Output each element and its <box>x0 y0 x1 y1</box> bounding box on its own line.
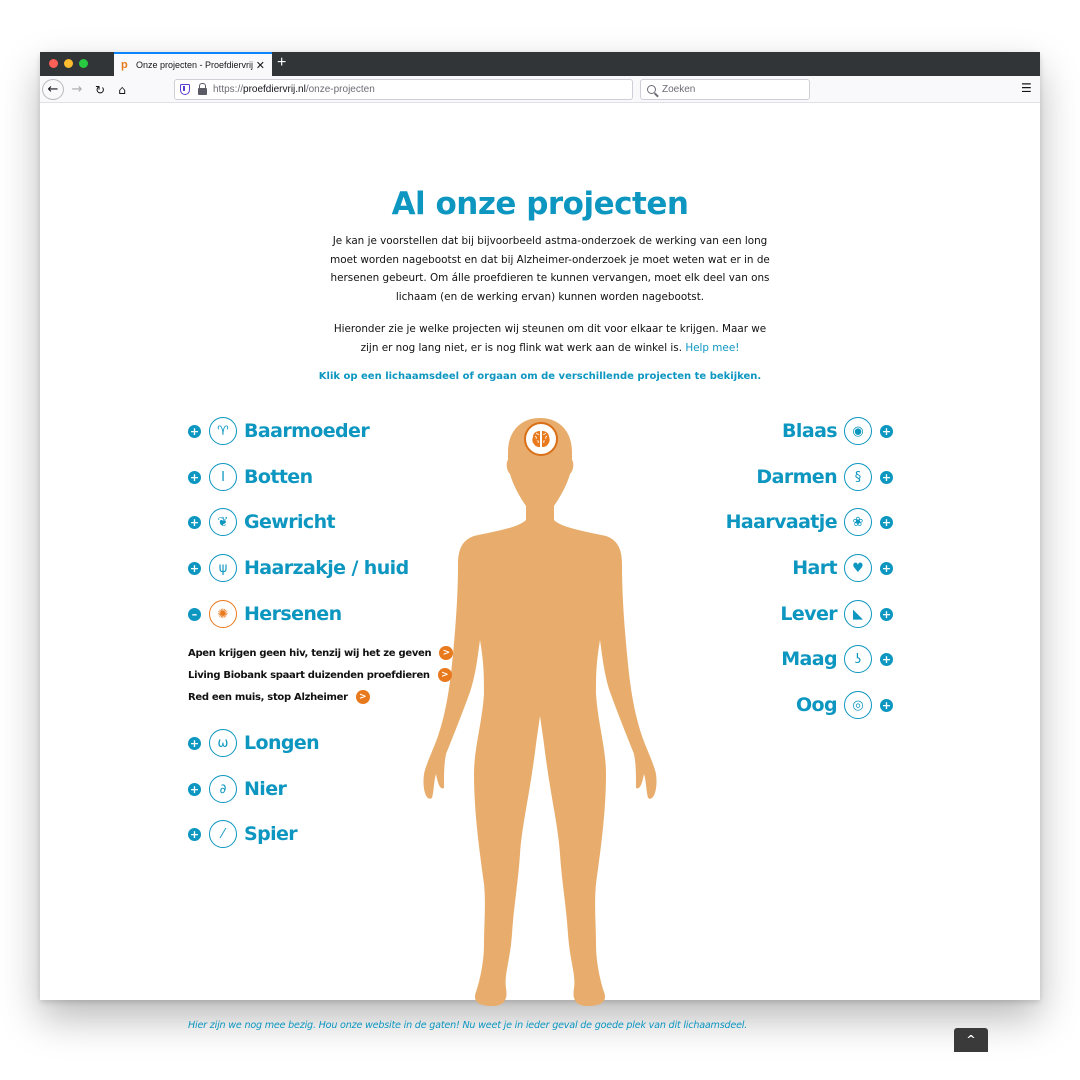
organ-label[interactable]: Hart <box>792 557 837 579</box>
organ-label[interactable]: Lever <box>780 603 837 625</box>
organ-haarvaatje[interactable] <box>726 507 893 537</box>
organ-haarzakje-huid[interactable] <box>188 553 409 583</box>
organ-hart[interactable] <box>792 553 893 583</box>
expand-icon[interactable]: + <box>881 652 892 666</box>
project-title[interactable]: Living Biobank spaart duizenden proefdieren <box>188 669 430 681</box>
organ-gewricht[interactable] <box>188 507 335 537</box>
arrow-right-icon[interactable]: > <box>356 690 370 704</box>
project-link[interactable] <box>188 664 453 686</box>
organ-label[interactable]: Hersenen <box>244 603 342 625</box>
favicon-icon: p <box>121 59 128 71</box>
project-title[interactable]: Apen krijgen geen hiv, tenzij wij het ze geven <box>188 647 432 659</box>
brain-projects-list <box>188 642 453 708</box>
page-title: Al onze projecten <box>391 186 689 222</box>
expand-icon[interactable]: + <box>881 698 892 712</box>
organ-spier[interactable] <box>188 819 297 849</box>
close-window-button[interactable] <box>49 59 58 68</box>
joint-icon: ❦ <box>209 508 237 536</box>
collapse-icon[interactable]: – <box>188 608 201 621</box>
minimize-window-button[interactable] <box>64 59 73 68</box>
organ-label[interactable]: Blaas <box>782 420 837 442</box>
url-prefix: https:// <box>213 84 244 95</box>
expand-icon[interactable]: + <box>189 515 200 529</box>
page-content <box>40 104 1040 1046</box>
navigation-bar <box>40 76 1040 103</box>
forward-button[interactable]: → <box>71 82 83 97</box>
lock-icon[interactable] <box>198 88 207 95</box>
tracking-protection-shield-icon[interactable] <box>180 84 190 95</box>
brain-icon: ✺ <box>209 600 237 628</box>
search-placeholder: Zoeken <box>662 84 696 95</box>
organ-label[interactable]: Gewricht <box>244 511 335 533</box>
project-link[interactable] <box>188 642 453 664</box>
organ-longen[interactable] <box>188 728 319 758</box>
bladder-icon: ◉ <box>844 417 872 445</box>
intro-paragraph-1: Je kan je voorstellen dat bij bijvoorbeeld astma-onderzoek de werking van een long moet worden nagebootst en dat bij Alzheimer-onderzoek je moet weten wat er in de hersenen gebeurt. Om álle proefdieren te kunnen vervangen, moet elk deel van ons lichaam (en de werking ervan) kunnen worden nagebootst. <box>330 235 770 303</box>
organ-label[interactable]: Haarvaatje <box>725 511 837 533</box>
organ-label[interactable]: Botten <box>244 466 313 488</box>
brain-hotspot[interactable] <box>524 422 558 456</box>
organ-baarmoeder[interactable] <box>188 416 369 446</box>
organ-label[interactable]: Longen <box>244 732 320 754</box>
help-link[interactable]: Help mee! <box>685 341 740 354</box>
organ-blaas[interactable] <box>782 416 893 446</box>
expand-icon[interactable]: + <box>881 424 892 438</box>
human-body-figure[interactable] <box>422 414 658 1018</box>
heart-icon: ♥ <box>844 554 872 582</box>
expand-icon[interactable]: + <box>189 470 200 484</box>
capillary-icon: ❀ <box>844 508 872 536</box>
tab-title: Onze projecten - Proefdiervrij <box>136 60 254 70</box>
organ-maag[interactable] <box>781 644 893 674</box>
close-tab-icon[interactable]: ✕ <box>255 59 265 72</box>
scroll-to-top-button[interactable]: ^ <box>954 1028 988 1052</box>
expand-icon[interactable]: + <box>189 827 200 841</box>
expand-icon[interactable]: + <box>881 470 892 484</box>
organ-botten[interactable] <box>188 462 313 492</box>
tab-onze-projecten[interactable] <box>114 52 272 76</box>
brain-icon <box>530 428 552 450</box>
intro-paragraph-2 <box>330 320 770 357</box>
intro-text: Hieronder zie je welke projecten wij steunen om dit voor elkaar te krijgen. Maar we zijn er nog lang niet, er is nog flink wat werk aan de winkel is. <box>333 323 767 354</box>
browser-window <box>40 52 1040 1046</box>
expand-icon[interactable]: + <box>189 782 200 796</box>
organ-darmen[interactable] <box>756 462 893 492</box>
muscle-icon: ⁄ <box>209 820 237 848</box>
intestines-icon: § <box>844 463 872 491</box>
expand-icon[interactable]: + <box>189 561 200 575</box>
organ-oog[interactable] <box>796 690 893 720</box>
organ-label[interactable]: Maag <box>781 648 837 670</box>
hair-follicle-icon: ψ <box>209 554 237 582</box>
project-link[interactable] <box>188 686 453 708</box>
expand-icon[interactable]: + <box>881 607 892 621</box>
work-in-progress-note: Hier zijn we nog mee bezig. Hou onze website in de gaten! Nu weet je in ieder geval de goede plek van dit lichaamsdeel. <box>188 1020 748 1031</box>
search-icon <box>647 85 656 94</box>
lungs-icon: ω <box>209 729 237 757</box>
home-button[interactable]: ⌂ <box>118 82 126 97</box>
eye-icon: ◎ <box>844 691 872 719</box>
url-path: /onze-projecten <box>305 84 375 95</box>
organ-label[interactable]: Darmen <box>756 466 837 488</box>
expand-icon[interactable]: + <box>881 515 892 529</box>
bone-icon: I <box>209 463 237 491</box>
arrow-right-icon[interactable]: > <box>438 668 452 682</box>
reload-button[interactable]: ↻ <box>94 82 106 97</box>
kidney-icon: ∂ <box>209 775 237 803</box>
tab-bar <box>40 52 1040 76</box>
address-bar[interactable] <box>174 79 633 100</box>
organ-label[interactable]: Spier <box>244 823 298 845</box>
back-button[interactable]: ← <box>42 79 64 100</box>
organ-hersenen[interactable] <box>188 599 342 629</box>
organ-label[interactable]: Oog <box>795 694 837 716</box>
uterus-icon: ♈ <box>209 417 237 445</box>
organ-lever[interactable] <box>780 599 893 629</box>
arrow-right-icon[interactable]: > <box>439 646 453 660</box>
url-text[interactable] <box>213 84 375 95</box>
new-tab-button[interactable]: + <box>277 54 287 71</box>
url-domain: proefdiervrij.nl <box>243 84 306 95</box>
organ-label[interactable]: Nier <box>244 778 287 800</box>
expand-icon[interactable]: + <box>189 424 200 438</box>
stomach-icon: ʖ <box>844 645 872 673</box>
expand-icon[interactable]: + <box>189 736 200 750</box>
organ-label[interactable]: Baarmoeder <box>244 420 370 442</box>
instruction-text: Klik op een lichaamsdeel of orgaan om de verschillende projecten te bekijken. <box>318 371 762 382</box>
hamburger-menu-icon[interactable]: ☰ <box>1021 81 1032 95</box>
project-title[interactable]: Red een muis, stop Alzheimer <box>188 691 348 703</box>
organ-nier[interactable] <box>188 774 286 804</box>
liver-icon: ◣ <box>844 600 872 628</box>
expand-icon[interactable]: + <box>881 561 892 575</box>
organ-label[interactable]: Haarzakje / huid <box>244 557 409 579</box>
search-input[interactable] <box>640 79 810 100</box>
maximize-window-button[interactable] <box>79 59 88 68</box>
